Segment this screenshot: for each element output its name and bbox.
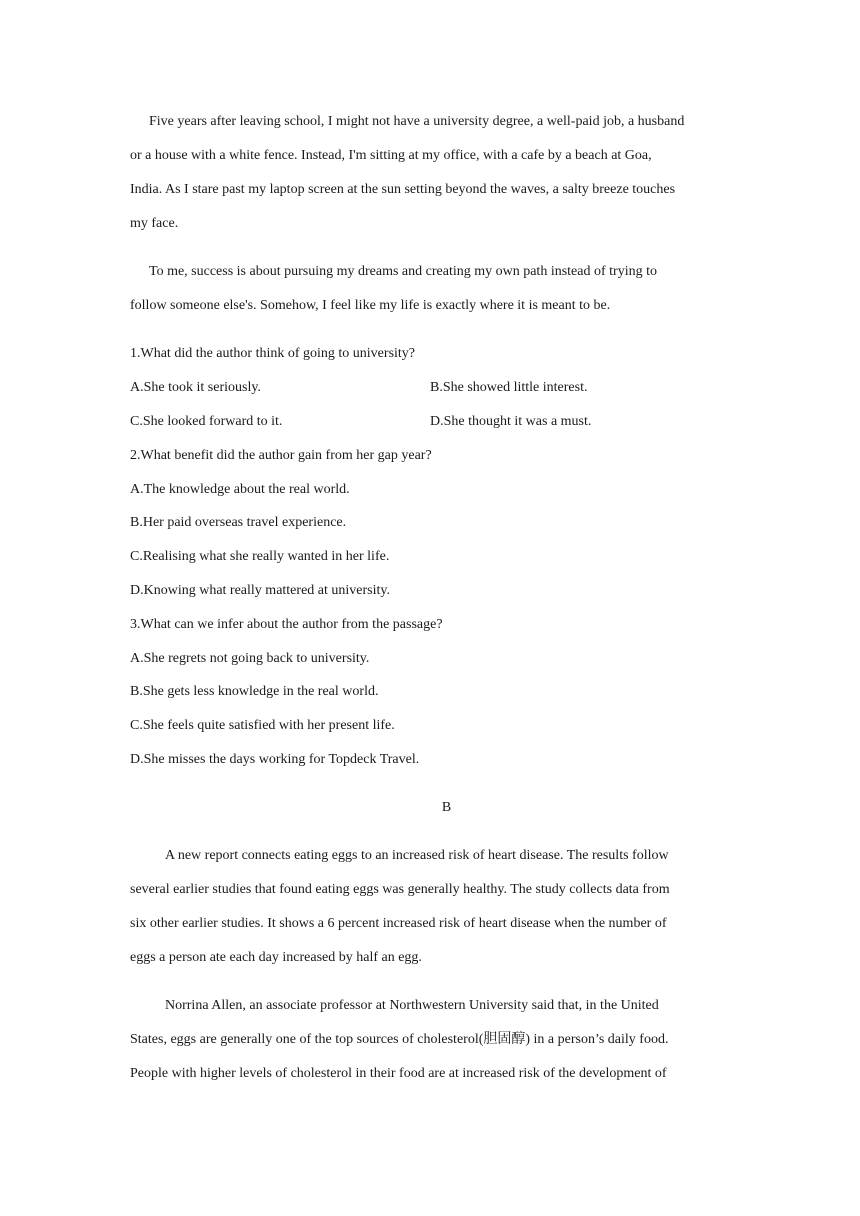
option-d: D.She misses the days working for Topdeck Travel. (130, 752, 420, 767)
option-d: D.Knowing what really mattered at university. (130, 583, 390, 598)
text-line: or a house with a white fence. Instead, I'm sitting at my office, with a cafe by a beach at Goa, (130, 148, 652, 163)
question-stem: 3.What can we infer about the author from the passage? (130, 617, 443, 632)
text-line: Five years after leaving school, I might not have a university degree, a well-paid job, a husband (149, 114, 685, 129)
option-d: D.She thought it was a must. (430, 414, 592, 429)
text-line: A new report connects eating eggs to an increased risk of heart disease. The results follow (165, 848, 669, 863)
text-line: People with higher levels of cholesterol in their food are at increased risk of the development of (130, 1066, 667, 1081)
question-stem: 1.What did the author think of going to university? (130, 346, 416, 361)
option-b: B.She gets less knowledge in the real world. (130, 684, 379, 699)
text-line: eggs a person ate each day increased by half an egg. (130, 950, 422, 965)
text-line: follow someone else's. Somehow, I feel like my life is exactly where it is meant to be. (130, 298, 611, 313)
text-line: Norrina Allen, an associate professor at Northwestern University said that, in the United (165, 998, 659, 1013)
text-line: States, eggs are generally one of the top sources of cholesterol(胆固醇) in a person’s daily food. (130, 1032, 669, 1047)
text-line: my face. (130, 216, 179, 231)
option-a: A.She regrets not going back to university. (130, 651, 370, 666)
section-heading: B (441, 800, 452, 815)
option-c: C.Realising what she really wanted in her life. (130, 549, 390, 564)
text-line: several earlier studies that found eating eggs was generally healthy. The study collects data from (130, 882, 670, 897)
option-a: A.She took it seriously. (130, 380, 261, 395)
option-b: B.She showed little interest. (430, 380, 588, 395)
text-line: To me, success is about pursuing my dreams and creating my own path instead of trying to (149, 264, 657, 279)
text-line: six other earlier studies. It shows a 6 percent increased risk of heart disease when the number of (130, 916, 667, 931)
text-line: India. As I stare past my laptop screen at the sun setting beyond the waves, a salty breeze touches (130, 182, 676, 197)
option-c: C.She looked forward to it. (130, 414, 283, 429)
option-b: B.Her paid overseas travel experience. (130, 515, 347, 530)
option-a: A.The knowledge about the real world. (130, 482, 350, 497)
option-c: C.She feels quite satisfied with her present life. (130, 718, 395, 733)
question-stem: 2.What benefit did the author gain from her gap year? (130, 448, 432, 463)
